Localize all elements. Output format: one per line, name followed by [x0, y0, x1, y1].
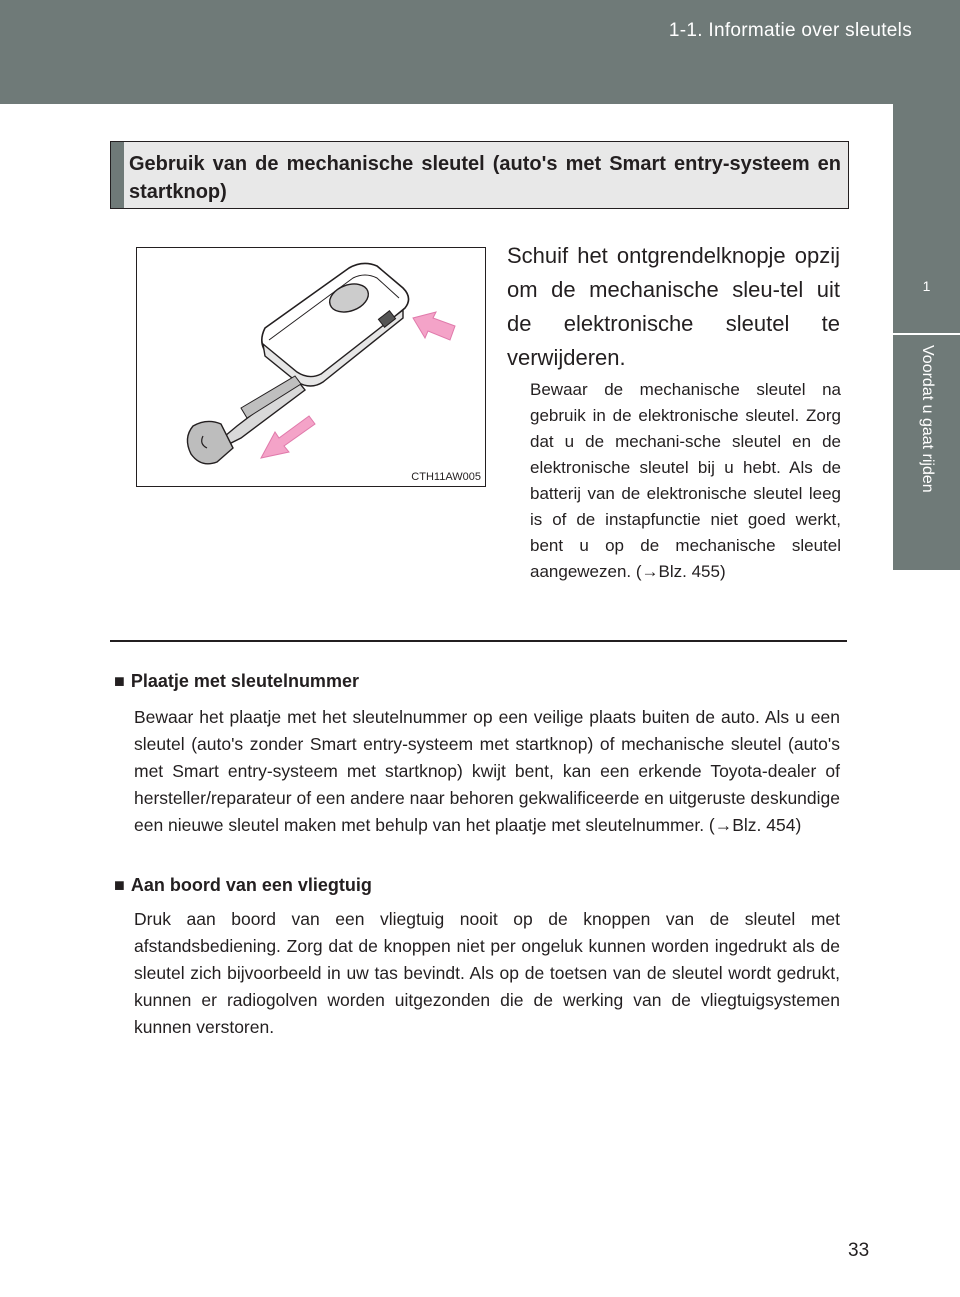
item-heading-text: Plaatje met sleutelnummer [130, 671, 359, 691]
item-paragraph: Druk aan boord van een vliegtuig nooit op de knoppen van de sleutel met afstandsbediening. Zorg dat de knoppen niet per ongeluk kunnen worden ingedrukt als de sleutel zich bijvoorbeeld in uw tas bevindt. Als op de toetsen van de sleutel wordt gedrukt, kunnen er radiogolven worden uitgezonden die de werking van de vliegtuigsystemen kunnen verstoren. [134, 909, 840, 1037]
page-number: 33 [848, 1240, 870, 1261]
intro-text: Schuif het ontgrendelknopje opzij om de mechanische sleu-tel uit de elektronische sleutel te verwijderen. [507, 243, 840, 370]
square-bullet-icon: ■ [114, 671, 125, 691]
section-accent [111, 142, 124, 208]
key-illustration [136, 247, 486, 487]
chapter-side-label [893, 335, 960, 570]
item-heading [114, 671, 359, 692]
item-heading [114, 875, 372, 896]
item-paragraph: Bewaar het plaatje met het sleutelnummer op een veilige plaats buiten de auto. Als u een sleutel (auto's zonder Smart entry-systeem met startknop) of mechanische sleutel (auto's met Smart entry-systeem met startknop) kwijt bent, kan een erkende Toyota-dealer of hersteller/reparateur of een andere naar behoren gekwalificeerde en uitgeruste deskundige een nieuwe sleutel maken met behulp van het plaatje met sleutelnummer. (→Blz. 454) [134, 707, 840, 835]
section-header [110, 141, 849, 209]
note-text: Bewaar de mechanische sleutel na gebruik in de elektronische sleutel. Zorg dat u de mechani-sche sleutel en de elektronische sleutel bij u hebt. Als de batterij van de elektronische sleutel leeg is of de instapfunctie niet goed werkt, bent u op de mechanische sleutel aangewezen. (→Blz. 455) [530, 380, 841, 581]
section-divider [110, 640, 847, 642]
chapter-tab [893, 104, 960, 333]
chapter-title: 1-1. Informatie over sleutels [668, 20, 912, 41]
square-bullet-icon: ■ [114, 875, 125, 895]
chapter-number: 1 [922, 278, 931, 294]
section-title: Gebruik van de mechanische sleutel (auto's met Smart entry-systeem en startknop) [129, 153, 841, 203]
item-heading-text: Aan boord van een vliegtuig [130, 875, 372, 895]
figure-code: CTH11AW005 [411, 471, 481, 483]
smart-key-drawing [137, 248, 485, 486]
chapter-label-text: Voordat u gaat rijden [919, 345, 936, 493]
header-bar [0, 0, 960, 104]
